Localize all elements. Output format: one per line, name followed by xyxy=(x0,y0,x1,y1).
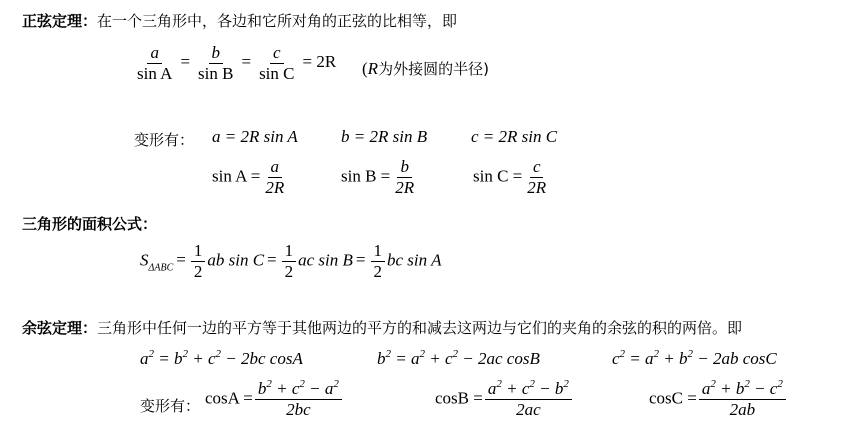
sine-law-title-line xyxy=(22,10,457,31)
numerator: b xyxy=(397,158,412,178)
area-subscript: ΔABC xyxy=(148,262,174,274)
fraction xyxy=(255,380,342,419)
area-heading: 三角形的面积公式： xyxy=(22,215,158,233)
fraction xyxy=(699,380,786,419)
fraction xyxy=(262,158,287,197)
equals-sign: = xyxy=(176,250,186,270)
lhs: cosB = xyxy=(435,388,483,408)
denominator: 2ab xyxy=(729,399,756,419)
denominator: 2R xyxy=(527,177,547,197)
area-heading-line xyxy=(22,213,157,234)
fraction-one-half xyxy=(191,242,206,281)
fraction xyxy=(485,380,572,419)
cosine-law-description: 三角形中任何一边的平方等于其他两边的平方的和减去这两边与它们的夹角的余弦的积的两倍。即 xyxy=(97,319,743,337)
numerator: $b^2 + c^2 - a^2$ xyxy=(255,380,342,400)
denominator: sin A xyxy=(137,63,173,83)
radius-note xyxy=(362,58,489,79)
fraction-c-over-sinC xyxy=(256,44,297,83)
denominator: sin B xyxy=(198,63,234,83)
numerator: b xyxy=(209,44,224,64)
numerator: $a^2 + b^2 - c^2$ xyxy=(699,380,786,400)
fraction-one-half xyxy=(282,242,297,281)
variant-c: c = 2R sin C xyxy=(471,127,558,146)
denominator: 2 xyxy=(193,261,203,281)
fraction xyxy=(524,158,549,197)
lhs: sin B = xyxy=(341,166,391,186)
equals-sign: = xyxy=(180,52,191,72)
variant-sinB xyxy=(341,158,419,197)
note-paren: ( xyxy=(362,59,368,78)
numerator: 1 xyxy=(282,242,297,262)
sine-law-description: 在一个三角形中，各边和它所对角的正弦的比相等，即 xyxy=(97,12,458,30)
area-formula xyxy=(140,242,441,281)
numerator: a xyxy=(147,44,162,64)
cosine-law-a-squared: $a^2 = b^2 + c^2 - 2bc$ cosA xyxy=(140,348,303,368)
area-term-ac-sinB: ac sin B xyxy=(298,250,353,270)
note-text: 为外接圆的半径) xyxy=(378,60,489,78)
lhs: sin C = xyxy=(473,166,523,186)
fraction-one-half xyxy=(371,242,386,281)
numerator: $a^2 + c^2 - b^2$ xyxy=(485,380,572,400)
equals-sign: = xyxy=(355,250,366,270)
numerator: a xyxy=(268,158,283,178)
denominator: 2R xyxy=(265,177,285,197)
rhs-2R: = 2R xyxy=(302,52,337,72)
numerator: c xyxy=(530,158,544,178)
equals-sign: = xyxy=(267,250,277,270)
variant-a: a = 2R sin A xyxy=(212,127,298,146)
cosine-law-b-squared: $b^2 = a^2 + c^2 - 2ac$ cosB xyxy=(377,348,540,368)
sine-variants-label: 变形有： xyxy=(134,131,195,149)
sine-law-formula xyxy=(132,44,339,83)
denominator: 2 xyxy=(284,261,294,281)
note-R: R xyxy=(367,59,379,78)
cosine-law-c-squared: $c^2 = a^2 + b^2 - 2ab$ cosC xyxy=(612,348,777,368)
cosine-law-title-line xyxy=(22,317,742,338)
numerator: 1 xyxy=(371,242,386,262)
lhs: cosA = xyxy=(205,388,253,408)
denominator: 2R xyxy=(395,177,415,197)
fraction-b-over-sinB xyxy=(195,44,236,83)
sine-law-heading: 正弦定理： xyxy=(22,12,98,30)
numerator: c xyxy=(270,44,284,64)
denominator: 2ac xyxy=(516,399,541,419)
lhs: sin A = xyxy=(212,166,261,186)
variant-sinA xyxy=(212,158,289,197)
cosine-variants-label: 变形有： xyxy=(140,397,201,415)
equals-sign: = xyxy=(241,52,252,72)
area-term-bc-sinA: bc sin A xyxy=(387,250,442,270)
variant-b: b = 2R sin B xyxy=(341,127,428,146)
denominator: 2bc xyxy=(286,399,311,419)
cosC-formula xyxy=(649,380,788,419)
lhs: cosC = xyxy=(649,388,697,408)
numerator: 1 xyxy=(191,242,206,262)
cosB-formula xyxy=(435,380,574,419)
denominator: sin C xyxy=(259,63,295,83)
cosA-formula xyxy=(205,380,344,419)
area-term-ab-sinC: ab sin C xyxy=(207,250,265,270)
fraction xyxy=(392,158,417,197)
variant-sinC xyxy=(473,158,551,197)
fraction-a-over-sinA xyxy=(134,44,175,83)
cosine-law-heading: 余弦定理： xyxy=(22,319,98,337)
area-S: S xyxy=(140,250,149,270)
denominator: 2 xyxy=(373,261,383,281)
